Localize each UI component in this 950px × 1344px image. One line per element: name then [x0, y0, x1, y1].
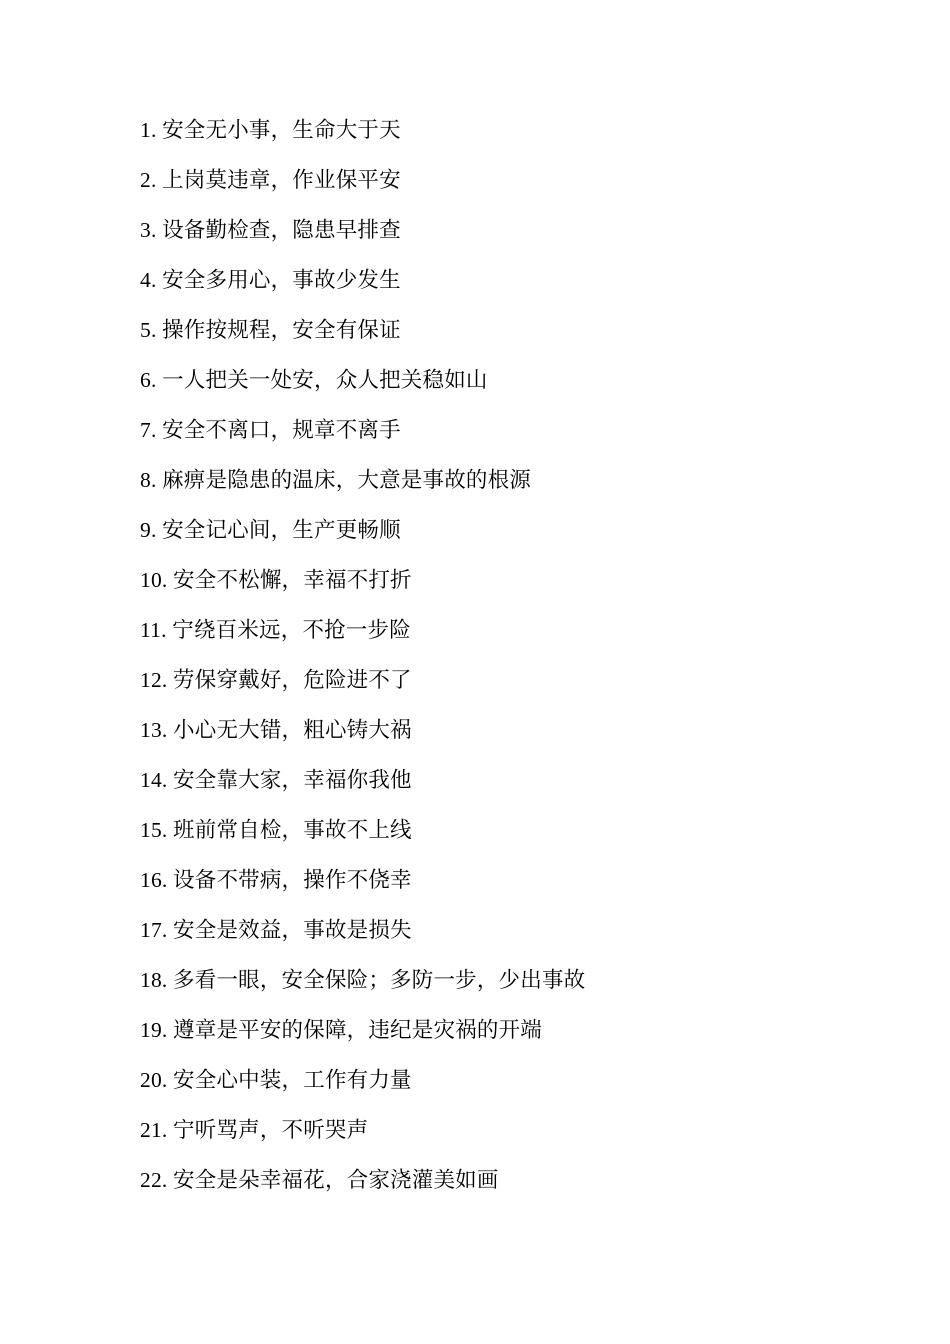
list-item: 15. 班前常自检，事故不上线: [140, 818, 412, 842]
list-item: 4. 安全多用心，事故少发生: [140, 268, 401, 292]
list-item: 22. 安全是朵幸福花，合家浇灌美如画: [140, 1168, 499, 1192]
list-item: 2. 上岗莫违章，作业保平安: [140, 168, 401, 192]
list-item: 20. 安全心中装，工作有力量: [140, 1068, 412, 1092]
list-item: 6. 一人把关一处安，众人把关稳如山: [140, 368, 488, 392]
list-item: 18. 多看一眼，安全保险；多防一步，少出事故: [140, 968, 586, 992]
list-item: 11. 宁绕百米远，不抢一步险: [140, 618, 411, 642]
list-item: 1. 安全无小事，生命大于天: [140, 118, 401, 142]
list-item: 21. 宁听骂声，不听哭声: [140, 1118, 369, 1142]
list-item: 14. 安全靠大家，幸福你我他: [140, 768, 412, 792]
list-item: 10. 安全不松懈，幸福不打折: [140, 568, 412, 592]
list-item: 7. 安全不离口，规章不离手: [140, 418, 401, 442]
list-item: 13. 小心无大错，粗心铸大祸: [140, 718, 412, 742]
list-item: 8. 麻痹是隐患的温床，大意是事故的根源: [140, 468, 532, 492]
list-item: 12. 劳保穿戴好，危险进不了: [140, 668, 412, 692]
list-item: 17. 安全是效益，事故是损失: [140, 918, 412, 942]
list-item: 3. 设备勤检查，隐患早排查: [140, 218, 401, 242]
list-item: 19. 遵章是平安的保障，违纪是灾祸的开端: [140, 1018, 542, 1042]
list-item: 5. 操作按规程，安全有保证: [140, 318, 401, 342]
list-item: 9. 安全记心间，生产更畅顺: [140, 518, 401, 542]
slogan-list: [140, 120, 840, 1192]
list-item: 16. 设备不带病，操作不侥幸: [140, 868, 412, 892]
